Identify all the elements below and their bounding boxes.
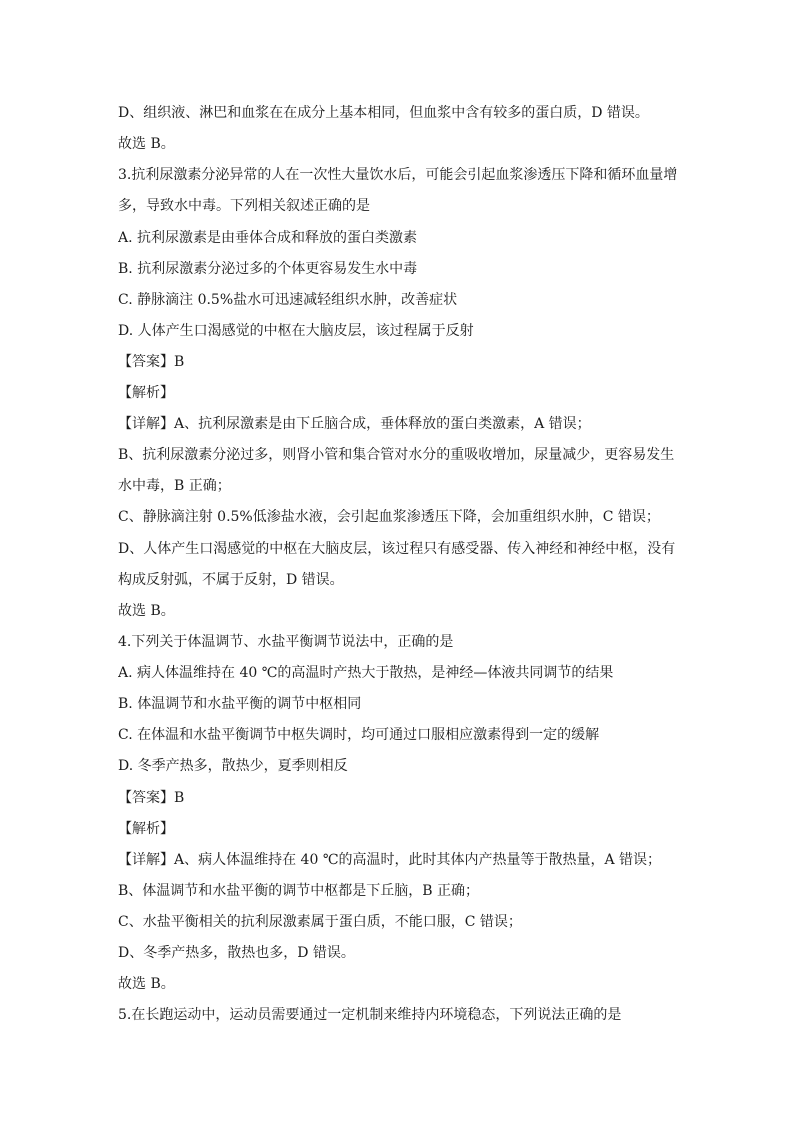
text-line: D、组织液、淋巴和血浆在在成分上基本相同，但血浆中含有较多的蛋白质，D 错误。 (118, 105, 649, 121)
explanation-line: C、水盐平衡相关的抗利尿激素属于蛋白质，不能口服，C 错误； (118, 914, 522, 930)
analysis-label: 【解析】 (118, 385, 174, 401)
text-line: 故选 B。 (118, 976, 175, 992)
explanation-line: C、静脉滴注射 0.5%低渗盐水液，会引起血浆渗透压下降，会加重组织水肿，C 错误； (118, 509, 660, 525)
option-b: B. 体温调节和水盐平衡的调节中枢相同 (118, 696, 362, 712)
text-line: 故选 B。 (118, 136, 175, 152)
option-c: C. 在体温和水盐平衡调节中枢失调时，均可通过口服相应激素得到一定的缓解 (118, 727, 600, 743)
explanation-line: 构成反射弧，不属于反射，D 错误。 (118, 572, 344, 588)
question-5-stem: 5.在长跑运动中，运动员需要通过一定机制来维持内环境稳态，下列说法正确的是 (118, 1007, 622, 1023)
question-4-stem: 4.下列关于体温调节、水盐平衡调节说法中，正确的是 (118, 634, 454, 650)
option-d: D. 人体产生口渴感觉的中枢在大脑皮层，该过程属于反射 (118, 323, 474, 339)
explanation-line: D、冬季产热多，散热也多，D 错误。 (118, 945, 355, 961)
question-3-stem: 3.抗利尿激素分泌异常的人在一次性大量饮水后，可能会引起血浆渗透压下降和循环血量增 (118, 167, 678, 183)
explanation-line: 【详解】A、抗利尿激素是由下丘脑合成，垂体释放的蛋白类激素，A 错误； (118, 416, 591, 432)
option-d: D. 冬季产热多，散热少，夏季则相反 (118, 758, 348, 774)
answer-label: 【答案】B (118, 354, 185, 370)
explanation-line: 水中毒，B 正确； (118, 478, 231, 494)
text-line: 故选 B。 (118, 603, 175, 619)
answer-label: 【答案】B (118, 790, 185, 806)
option-a: A. 病人体温维持在 40 ℃的高温时产热大于散热，是神经—体液共同调节的结果 (118, 665, 614, 681)
question-3-stem: 多，导致水中毒。下列相关叙述正确的是 (118, 198, 370, 214)
explanation-line: D、人体产生口渴感觉的中枢在大脑皮层，该过程只有感受器、传入神经和神经中枢，没有 (118, 541, 676, 557)
explanation-line: 【详解】A、病人体温维持在 40 ℃的高温时，此时其体内产热量等于散热量，A 错误； (118, 852, 662, 868)
explanation-line: B、抗利尿激素分泌过多，则肾小管和集合管对水分的重吸收增加，尿量减少，更容易发生 (118, 447, 675, 463)
option-b: B. 抗利尿激素分泌过多的个体更容易发生水中毒 (118, 261, 418, 277)
option-c: C. 静脉滴注 0.5%盐水可迅速减轻组织水肿，改善症状 (118, 292, 458, 308)
option-a: A. 抗利尿激素是由垂体合成和释放的蛋白类激素 (118, 230, 418, 246)
analysis-label: 【解析】 (118, 821, 174, 837)
explanation-line: B、体温调节和水盐平衡的调节中枢都是下丘脑，B 正确； (118, 883, 480, 899)
